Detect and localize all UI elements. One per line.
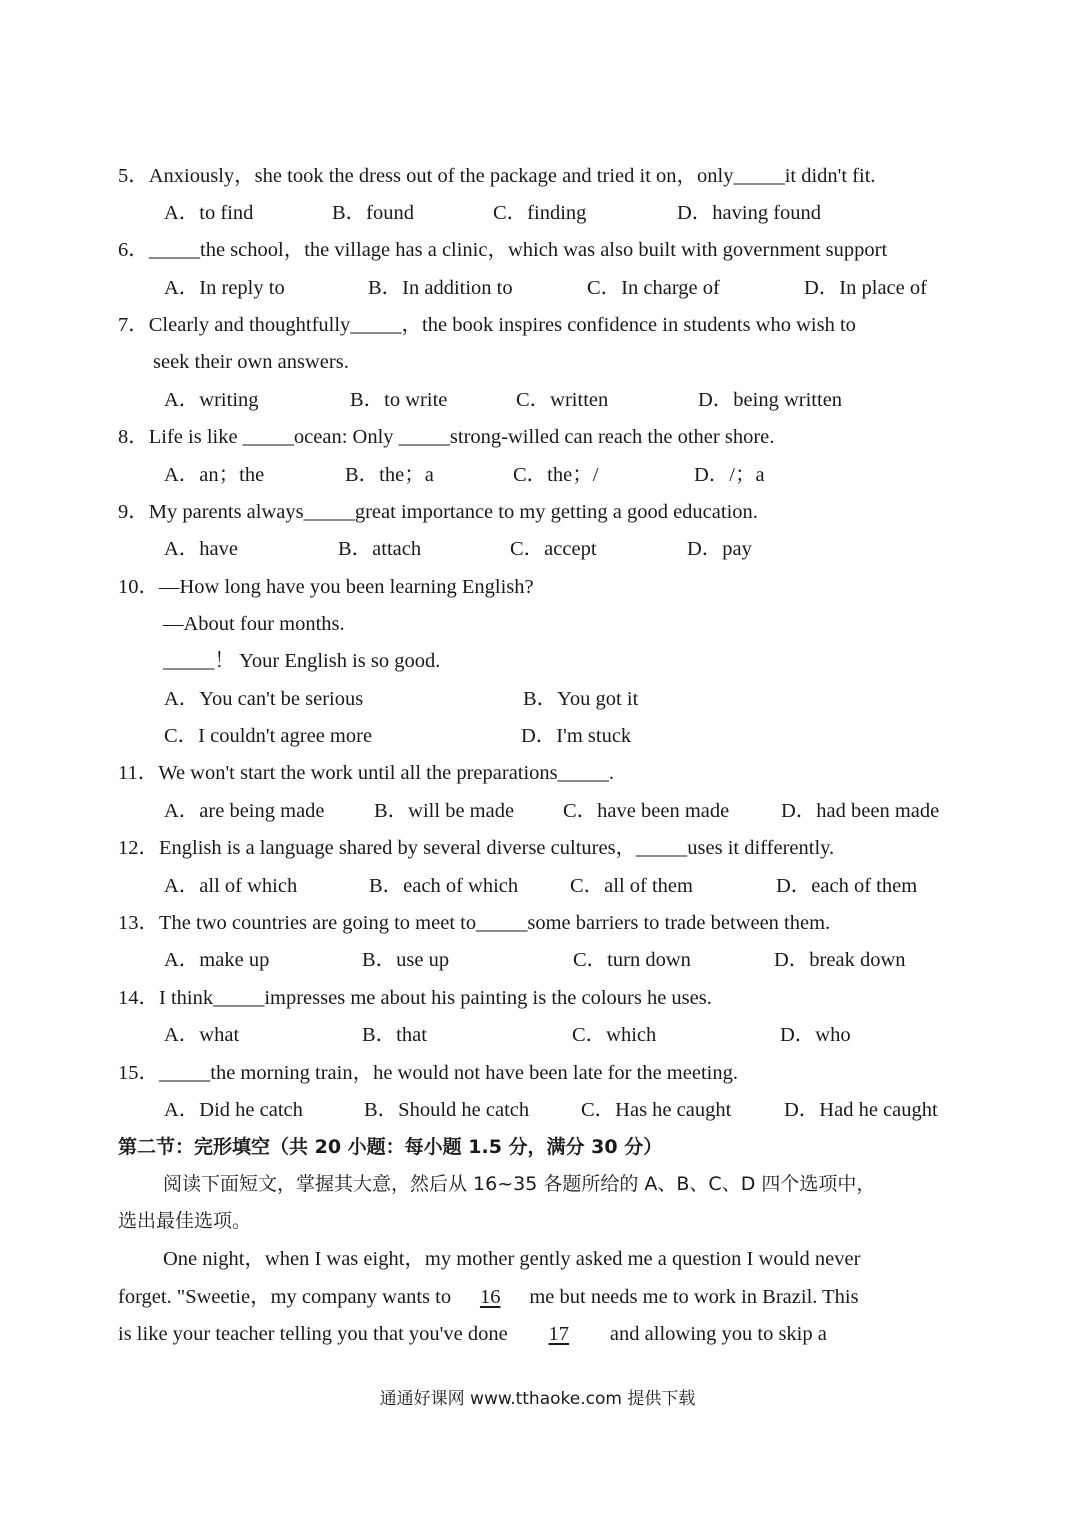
question-15-stem: [118, 1058, 958, 1088]
question-14-stem: [118, 983, 958, 1013]
blank-17: 17: [548, 1323, 570, 1345]
option-d: D．pay: [687, 538, 752, 560]
option-c: C．written: [516, 389, 609, 411]
option-b: B．each of which: [369, 875, 519, 897]
option-a: A．to find: [164, 202, 254, 224]
option-c: C．finding: [493, 202, 587, 224]
option-b: B．the；a: [345, 464, 434, 486]
question-12-stem: [118, 833, 958, 863]
option-a: A．are being made: [164, 800, 325, 822]
option-c: C．which: [572, 1024, 657, 1046]
option-d: D．/；a: [694, 464, 765, 486]
option-b: B．that: [362, 1024, 427, 1046]
question-number: 15．: [118, 1062, 159, 1084]
question-11-stem: [118, 758, 958, 788]
section-heading: 第二节：完形填空（共 20 小题：每小题 1.5 分，满分 30 分）: [118, 1136, 663, 1158]
option-a: A．make up: [164, 949, 270, 971]
option-b: B．use up: [362, 949, 450, 971]
question-number: 13．: [118, 912, 159, 934]
question-7-stem: [118, 310, 958, 340]
question-8-stem: [118, 422, 958, 452]
passage-text: me but needs me to work in Brazil. This: [524, 1286, 859, 1308]
passage-text: and allowing you to skip a: [604, 1323, 827, 1345]
passage-line-1: One night，when I was eight，my mother gently asked me a question I would never: [163, 1248, 861, 1270]
question-text: Anxiously，she took the dress out of the package and tried it on，only_____it didn't fit.: [148, 165, 876, 187]
option-b: B．In addition to: [368, 277, 513, 299]
question-text: _____the school，the village has a clinic，which was also built with government support: [148, 239, 888, 261]
question-number: 7．: [118, 314, 149, 336]
option-b: B．attach: [338, 538, 422, 560]
option-d: D．each of them: [776, 875, 918, 897]
question-text: My parents always_____great importance to my getting a good education.: [148, 501, 758, 523]
option-d: D．being written: [698, 389, 843, 411]
option-a: A．an；the: [164, 464, 265, 486]
option-b: B．You got it: [523, 688, 639, 710]
question-text: —About four months.: [163, 613, 345, 635]
question-number: 10．: [118, 576, 159, 598]
passage-line-2: [118, 1282, 958, 1312]
question-text: We won't start the work until all the preparations_____.: [158, 762, 615, 784]
page-footer: 通通好课网 www.tthaoke.com 提供下载: [379, 1389, 696, 1409]
option-a: A．writing: [164, 389, 259, 411]
question-text: The two countries are going to meet to_____some barriers to trade between them.: [159, 912, 831, 934]
option-c: C．I couldn't agree more: [164, 725, 373, 747]
option-c: C．accept: [510, 538, 597, 560]
option-b: B．will be made: [374, 800, 515, 822]
question-7-stem-continued: [153, 347, 958, 377]
option-b: B．found: [332, 202, 414, 224]
question-number: 11．: [118, 762, 159, 784]
option-a: A．all of which: [164, 875, 298, 897]
option-c: C．the；/: [513, 464, 599, 486]
section-instruction: 阅读下面短文，掌握其大意，然后从 16~35 各题所给的 A、B、C、D 四个选项中，: [163, 1173, 876, 1195]
option-b: B．Should he catch: [364, 1099, 530, 1121]
option-d: D．who: [780, 1024, 851, 1046]
question-13-stem: [118, 908, 958, 938]
question-10-stem: [118, 572, 958, 602]
question-text: Clearly and thoughtfully_____，the book inspires confidence in students who wish to: [148, 314, 856, 336]
option-a: A．In reply to: [164, 277, 285, 299]
question-10-dialog-3: [163, 646, 958, 676]
option-d: D．In place of: [804, 277, 927, 299]
question-number: 5．: [118, 165, 149, 187]
option-d: D．break down: [774, 949, 906, 971]
passage-text: is like your teacher telling you that you've done: [118, 1323, 513, 1345]
option-a: A．have: [164, 538, 239, 560]
section-instruction-continued: 选出最佳选项。: [118, 1210, 252, 1232]
question-9-stem: [118, 497, 958, 527]
question-text: seek their own answers.: [153, 351, 349, 373]
option-c: C．have been made: [563, 800, 730, 822]
question-text: _____the morning train，he would not have been late for the meeting.: [159, 1062, 738, 1084]
option-c: C．Has he caught: [581, 1099, 732, 1121]
blank-16: 16: [479, 1286, 501, 1308]
option-d: D．having found: [677, 202, 822, 224]
question-text: —How long have you been learning English?: [159, 576, 534, 598]
option-a: A．what: [164, 1024, 240, 1046]
question-number: 9．: [118, 501, 149, 523]
passage-text: forget. "Sweetie，my company wants to: [118, 1286, 457, 1308]
question-text: English is a language shared by several diverse cultures，_____uses it differently.: [159, 837, 835, 859]
question-text: Life is like _____ocean: Only _____strong-willed can reach the other shore.: [148, 426, 775, 448]
question-text: I think_____impresses me about his painting is the colours he uses.: [159, 987, 712, 1009]
option-c: C．In charge of: [587, 277, 720, 299]
question-number: 6．: [118, 239, 149, 261]
option-c: C．turn down: [573, 949, 691, 971]
question-number: 12．: [118, 837, 159, 859]
option-d: D．Had he caught: [784, 1099, 938, 1121]
option-d: D．had been made: [781, 800, 940, 822]
passage-line-3: [118, 1319, 958, 1349]
question-text: _____！ Your English is so good.: [163, 650, 441, 672]
option-a: A．Did he catch: [164, 1099, 303, 1121]
question-10-dialog-2: [163, 609, 958, 639]
option-d: D．I'm stuck: [521, 725, 632, 747]
question-number: 14．: [118, 987, 159, 1009]
option-c: C．all of them: [570, 875, 693, 897]
question-6-stem: [118, 235, 958, 265]
question-5-stem: [118, 161, 958, 191]
option-a: A．You can't be serious: [164, 688, 364, 710]
option-b: B．to write: [350, 389, 448, 411]
question-number: 8．: [118, 426, 149, 448]
